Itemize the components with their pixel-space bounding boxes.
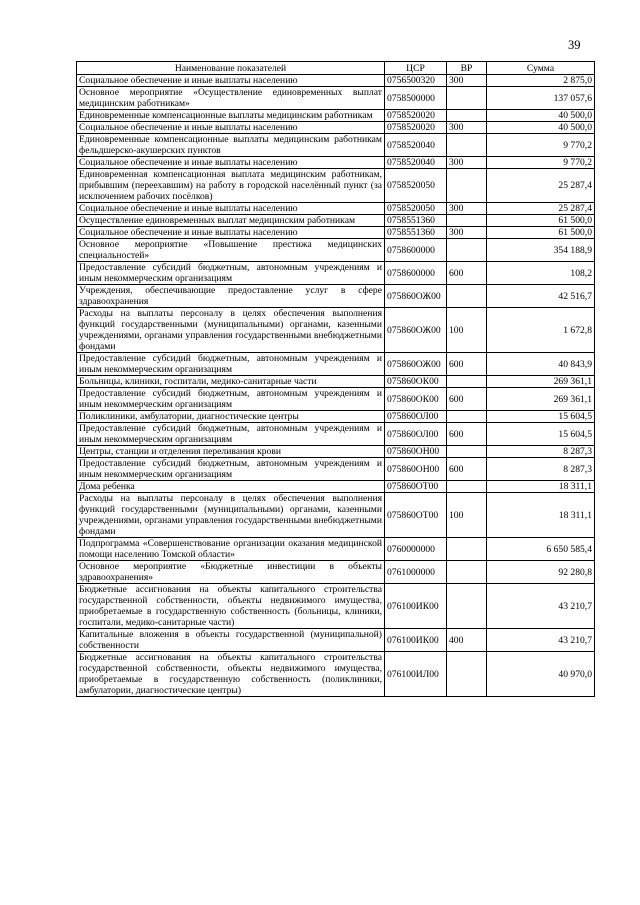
cell-name: Бюджетные ассигнования на объекты капитального строительства государственной собственности, объекты недвижимого имущества, приобретаемые в государственную собственность (поликлиники, амбулатории, диагностические центры) — [77, 652, 385, 697]
cell-vr: 600 — [447, 262, 487, 285]
cell-sum: 1 672,8 — [487, 308, 595, 353]
cell-vr — [447, 285, 487, 308]
cell-sum: 61 500,0 — [487, 215, 595, 227]
table-row — [77, 134, 595, 157]
table-row — [77, 262, 595, 285]
cell-vr — [447, 376, 487, 388]
table-row — [77, 110, 595, 122]
cell-vr — [447, 87, 487, 110]
cell-sum: 9 770,2 — [487, 134, 595, 157]
cell-name: Единовременные компенсационные выплаты медицинским работникам фельдшерско-акушерских пунктов — [77, 134, 385, 157]
cell-sum: 25 287,4 — [487, 203, 595, 215]
cell-name: Предоставление субсидий бюджетным, автономным учреждениям и иным некоммерческим организациям — [77, 388, 385, 411]
cell-csr: 075860ОЖ00 — [385, 285, 447, 308]
cell-csr: 076100ИЛ00 — [385, 652, 447, 697]
cell-vr: 300 — [447, 203, 487, 215]
cell-name: Предоставление субсидий бюджетным, автономным учреждениям и иным некоммерческим организациям — [77, 458, 385, 481]
table-row — [77, 493, 595, 538]
cell-vr: 300 — [447, 122, 487, 134]
cell-vr — [447, 652, 487, 697]
cell-csr: 0758600000 — [385, 239, 447, 262]
table-row — [77, 239, 595, 262]
table-row — [77, 157, 595, 169]
cell-name: Больницы, клиники, госпитали, медико-санитарные части — [77, 376, 385, 388]
table-row — [77, 411, 595, 423]
cell-vr: 300 — [447, 227, 487, 239]
table-row — [77, 652, 595, 697]
cell-csr: 075860ОК00 — [385, 388, 447, 411]
cell-csr: 0758520040 — [385, 134, 447, 157]
table-row — [77, 87, 595, 110]
header-name: Наименование показателей — [77, 62, 385, 75]
cell-csr: 075860ОЛ00 — [385, 411, 447, 423]
cell-csr: 0758520020 — [385, 110, 447, 122]
cell-vr: 600 — [447, 423, 487, 446]
table-row — [77, 458, 595, 481]
cell-vr — [447, 561, 487, 584]
cell-vr: 300 — [447, 75, 487, 87]
cell-name: Предоставление субсидий бюджетным, автономным учреждениям и иным некоммерческим организациям — [77, 423, 385, 446]
table-row — [77, 446, 595, 458]
cell-vr: 600 — [447, 458, 487, 481]
cell-sum: 40 970,0 — [487, 652, 595, 697]
cell-name: Расходы на выплаты персоналу в целях обеспечения выполнения функций государственными (муниципальными) органами, казенными учреждениями, органами управления государственными внебюджетными фондами — [77, 308, 385, 353]
cell-name: Капитальные вложения в объекты государственной (муниципальной) собственности — [77, 629, 385, 652]
cell-vr: 600 — [447, 353, 487, 376]
cell-csr: 0758551360 — [385, 227, 447, 239]
cell-csr: 075860ОН00 — [385, 458, 447, 481]
cell-sum: 354 188,9 — [487, 239, 595, 262]
table-row — [77, 538, 595, 561]
table-row — [77, 285, 595, 308]
table-row — [77, 203, 595, 215]
table-header-row — [77, 62, 595, 75]
header-sum: Сумма — [487, 62, 595, 75]
cell-name: Социальное обеспечение и иные выплаты населению — [77, 203, 385, 215]
table-row — [77, 629, 595, 652]
cell-name: Основное мероприятие «Бюджетные инвестиции в объекты здравоохранения» — [77, 561, 385, 584]
table-row — [77, 169, 595, 203]
cell-sum: 92 280,8 — [487, 561, 595, 584]
cell-vr — [447, 215, 487, 227]
cell-vr: 600 — [447, 388, 487, 411]
cell-vr: 300 — [447, 157, 487, 169]
cell-name: Учреждения, обеспечивающие предоставление услуг в сфере здравоохранения — [77, 285, 385, 308]
table-row — [77, 423, 595, 446]
cell-sum: 15 604,5 — [487, 411, 595, 423]
cell-csr: 075860ОЛ00 — [385, 423, 447, 446]
table-row — [77, 353, 595, 376]
cell-name: Единовременные компенсационные выплаты медицинским работникам — [77, 110, 385, 122]
cell-name: Основное мероприятие «Повышение престижа медицинских специальностей» — [77, 239, 385, 262]
cell-csr: 075860ОК00 — [385, 376, 447, 388]
cell-sum: 269 361,1 — [487, 388, 595, 411]
cell-csr: 076100ИК00 — [385, 584, 447, 629]
cell-vr — [447, 134, 487, 157]
cell-csr: 0760000000 — [385, 538, 447, 561]
cell-vr: 100 — [447, 493, 487, 538]
cell-sum: 137 057,6 — [487, 87, 595, 110]
cell-sum: 269 361,1 — [487, 376, 595, 388]
cell-csr: 0758520020 — [385, 122, 447, 134]
cell-vr — [447, 239, 487, 262]
cell-name: Социальное обеспечение и иные выплаты населению — [77, 75, 385, 87]
cell-sum: 108,2 — [487, 262, 595, 285]
header-csr: ЦСР — [385, 62, 447, 75]
cell-name: Поликлиники, амбулатории, диагностические центры — [77, 411, 385, 423]
cell-sum: 40 843,9 — [487, 353, 595, 376]
cell-name: Основное мероприятие «Осуществление единовременных выплат медицинским работникам» — [77, 87, 385, 110]
cell-sum: 6 650 585,4 — [487, 538, 595, 561]
cell-csr: 0758520050 — [385, 169, 447, 203]
cell-name: Предоставление субсидий бюджетным, автономным учреждениям и иным некоммерческим организациям — [77, 353, 385, 376]
cell-sum: 42 516,7 — [487, 285, 595, 308]
cell-name: Социальное обеспечение и иные выплаты населению — [77, 122, 385, 134]
cell-sum: 18 311,1 — [487, 481, 595, 493]
cell-name: Бюджетные ассигнования на объекты капитального строительства государственной собственности, объекты недвижимого имущества, приобретаемые в государственную собственность (больницы, клиники, госпитали, медико-санитарные части) — [77, 584, 385, 629]
cell-csr: 0758551360 — [385, 215, 447, 227]
cell-csr: 075860ОЖ00 — [385, 308, 447, 353]
table-row — [77, 122, 595, 134]
table-row — [77, 481, 595, 493]
table-row — [77, 227, 595, 239]
cell-sum: 15 604,5 — [487, 423, 595, 446]
cell-name: Дома ребенка — [77, 481, 385, 493]
cell-sum: 25 287,4 — [487, 169, 595, 203]
cell-csr: 0761000000 — [385, 561, 447, 584]
cell-sum: 43 210,7 — [487, 629, 595, 652]
cell-name: Расходы на выплаты персоналу в целях обеспечения выполнения функций государственными (муниципальными) органами, казенными учреждениями, органами управления государственными внебюджетными фондами — [77, 493, 385, 538]
cell-vr — [447, 446, 487, 458]
table-row — [77, 376, 595, 388]
table-row — [77, 75, 595, 87]
table-row — [77, 308, 595, 353]
cell-name: Подпрограмма «Совершенствование организации оказания медицинской помощи населению Томской области» — [77, 538, 385, 561]
cell-sum: 8 287,3 — [487, 446, 595, 458]
cell-sum: 40 500,0 — [487, 122, 595, 134]
cell-csr: 075860ОН00 — [385, 446, 447, 458]
cell-csr: 075860ОЖ00 — [385, 353, 447, 376]
cell-vr — [447, 110, 487, 122]
cell-vr — [447, 411, 487, 423]
cell-vr — [447, 538, 487, 561]
cell-csr: 0756500320 — [385, 75, 447, 87]
cell-csr: 0758520040 — [385, 157, 447, 169]
cell-vr: 100 — [447, 308, 487, 353]
cell-csr: 0758500000 — [385, 87, 447, 110]
cell-csr: 075860ОТ00 — [385, 481, 447, 493]
cell-csr: 0758600000 — [385, 262, 447, 285]
cell-name: Предоставление субсидий бюджетным, автономным учреждениям и иным некоммерческим организациям — [77, 262, 385, 285]
table-row — [77, 584, 595, 629]
cell-sum: 18 311,1 — [487, 493, 595, 538]
cell-name: Единовременная компенсационная выплата медицинским работникам, прибывшим (переехавшим) на работу в городской населённый пункт (за исключением рабочих посёлков) — [77, 169, 385, 203]
cell-sum: 8 287,3 — [487, 458, 595, 481]
cell-vr — [447, 481, 487, 493]
cell-sum: 2 875,0 — [487, 75, 595, 87]
table-row — [77, 215, 595, 227]
table-row — [77, 388, 595, 411]
cell-sum: 40 500,0 — [487, 110, 595, 122]
cell-name: Осуществление единовременных выплат медицинским работникам — [77, 215, 385, 227]
cell-vr: 400 — [447, 629, 487, 652]
cell-csr: 076100ИК00 — [385, 629, 447, 652]
budget-table — [76, 61, 595, 697]
cell-name: Центры, станции и отделения переливания крови — [77, 446, 385, 458]
cell-sum: 9 770,2 — [487, 157, 595, 169]
cell-sum: 61 500,0 — [487, 227, 595, 239]
cell-csr: 0758520050 — [385, 203, 447, 215]
cell-csr: 075860ОТ00 — [385, 493, 447, 538]
table-row — [77, 561, 595, 584]
page-number: 39 — [568, 38, 581, 52]
header-vr: ВР — [447, 62, 487, 75]
cell-vr — [447, 584, 487, 629]
cell-name: Социальное обеспечение и иные выплаты населению — [77, 227, 385, 239]
cell-sum: 43 210,7 — [487, 584, 595, 629]
cell-name: Социальное обеспечение и иные выплаты населению — [77, 157, 385, 169]
cell-vr — [447, 169, 487, 203]
